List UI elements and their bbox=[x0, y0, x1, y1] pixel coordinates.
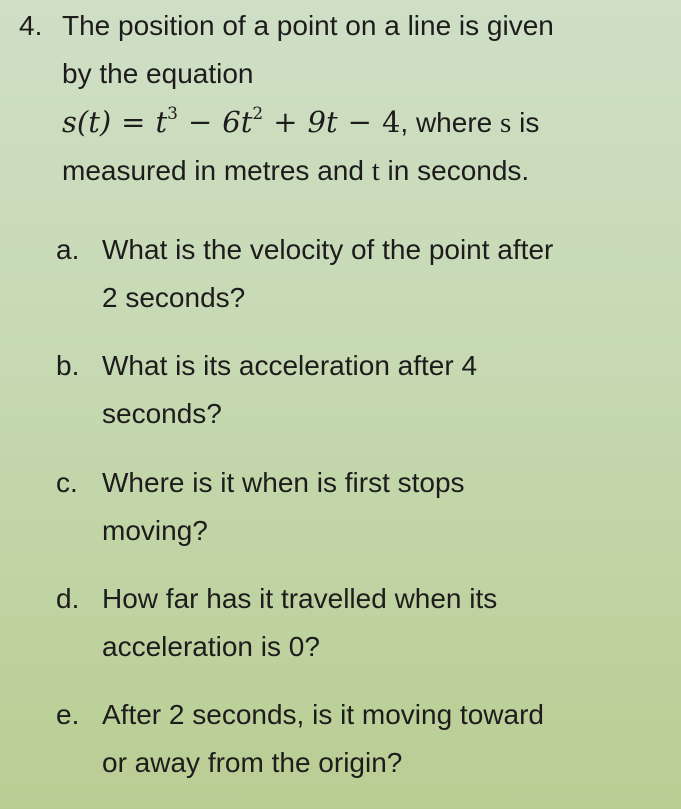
sub-question-line-1: After 2 seconds, is it moving toward bbox=[102, 699, 544, 730]
sub-question-label: a. bbox=[56, 234, 80, 265]
eq-trailing-where: , where bbox=[400, 107, 501, 138]
sub-question-text bbox=[102, 575, 662, 671]
eq-constant: 4 bbox=[381, 105, 401, 139]
variable-t: t bbox=[371, 155, 380, 187]
sub-question-line-1: How far has it travelled when its bbox=[102, 583, 498, 614]
sub-question-text bbox=[102, 342, 662, 438]
variable-s: s bbox=[500, 107, 512, 139]
position-equation bbox=[62, 105, 400, 139]
sub-question-line-2: or away from the origin? bbox=[102, 747, 403, 778]
sub-question-line-1: Where is it when is first stops bbox=[102, 467, 465, 498]
units-suffix: in seconds. bbox=[379, 155, 530, 186]
sub-question-line-2: moving? bbox=[102, 515, 208, 546]
equation-line bbox=[62, 98, 662, 147]
question-stem bbox=[62, 2, 662, 195]
eq-exponent-2: 2 bbox=[252, 104, 264, 124]
eq-plus: + bbox=[273, 105, 298, 139]
sub-question-line-1: What is its acceleration after 4 bbox=[102, 350, 478, 381]
sub-question-line-2: acceleration is 0? bbox=[102, 631, 320, 662]
eq-minus-1: − bbox=[187, 105, 213, 139]
sub-question-label: c. bbox=[56, 467, 78, 498]
eq-six-t-squared: 6t bbox=[222, 105, 253, 139]
sub-question-text bbox=[102, 691, 662, 787]
sub-question-line-2: seconds? bbox=[102, 398, 222, 429]
question-line-1: The position of a point on a line is given bbox=[62, 10, 554, 41]
sub-question-label: b. bbox=[56, 350, 80, 381]
eq-nine-t: 9t bbox=[307, 105, 338, 139]
eq-minus-2: − bbox=[347, 105, 372, 139]
question-line-2: by the equation bbox=[62, 58, 254, 89]
sub-question-line-2: 2 seconds? bbox=[102, 282, 246, 313]
eq-t-cubed: t bbox=[155, 105, 168, 139]
eq-exponent-3: 3 bbox=[167, 104, 178, 124]
units-prefix: measured in metres and bbox=[62, 155, 372, 186]
sub-question-text bbox=[102, 459, 662, 555]
sub-question-label: d. bbox=[56, 583, 80, 614]
question-number: 4. bbox=[19, 10, 43, 41]
sub-question-label: e. bbox=[56, 699, 80, 730]
sub-question-text bbox=[102, 226, 662, 322]
eq-equals: = bbox=[121, 105, 146, 139]
eq-trailing-is: is bbox=[511, 107, 540, 138]
eq-lhs: s(t) bbox=[62, 105, 112, 139]
question-line-4 bbox=[62, 147, 662, 195]
sub-question-line-1: What is the velocity of the point after bbox=[102, 234, 554, 265]
